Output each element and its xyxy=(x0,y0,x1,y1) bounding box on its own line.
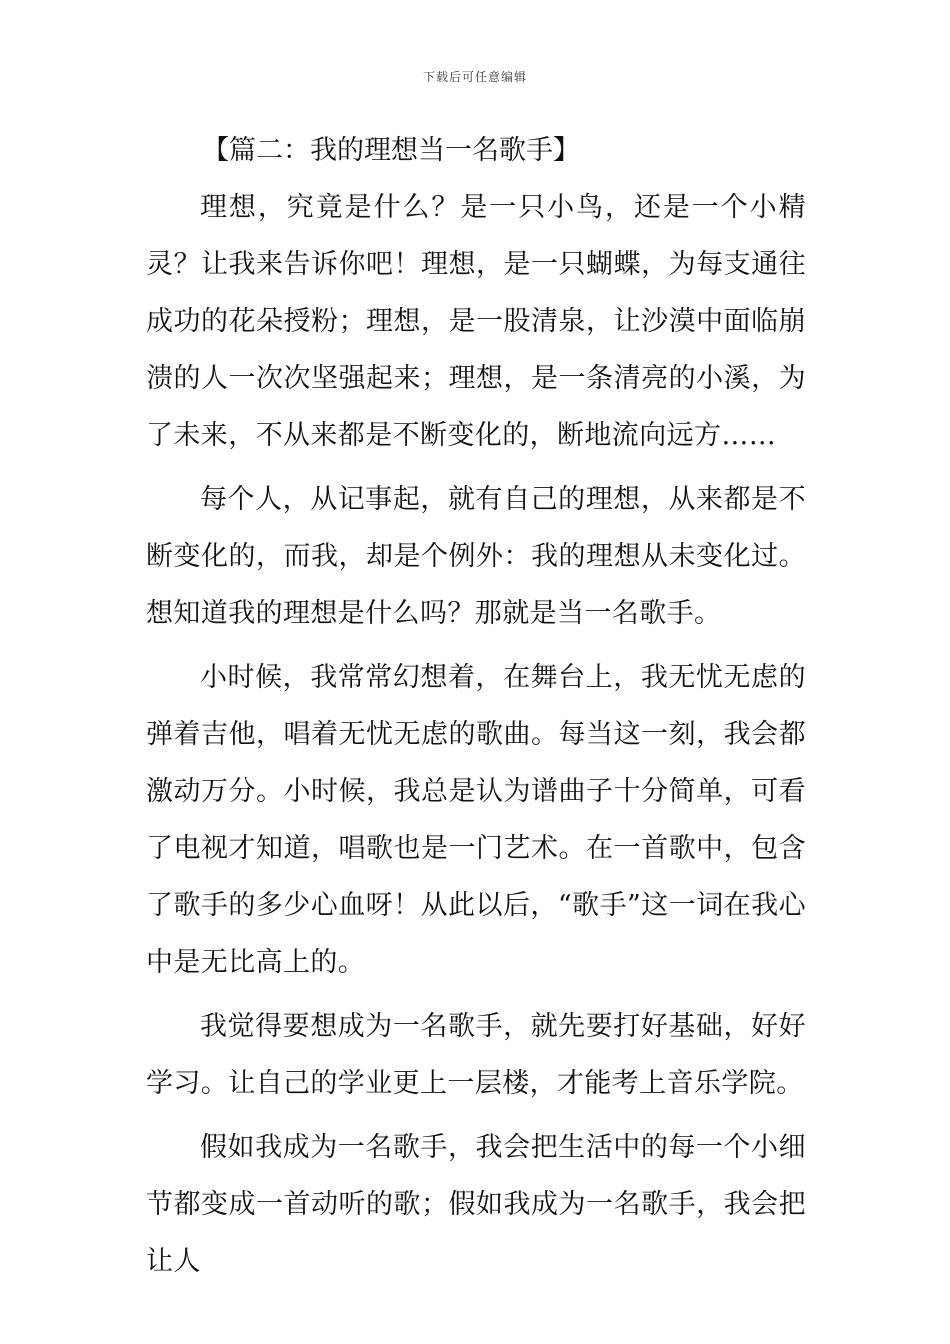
paragraph-childhood-dream: 小时候，我常常幻想着，在舞台上，我无忧无虑的弹着吉他，唱着无忧无虑的歌曲。每当这一刻，我会都激动万分。小时候，我总是认为谱曲子十分简单，可看了电视才知道，唱歌也是一门艺术。在一首歌中，包含了歌手的多少心血呀！从此以后，“歌手”这一词在我心中是无比高上的。 xyxy=(146,662,806,978)
document-body xyxy=(146,127,806,1290)
paragraph-if-singer: 假如我成为一名歌手，我会把生活中的每一个小细节都变成一首动听的歌；假如我成为一名歌手，我会把让人 xyxy=(146,1132,806,1277)
paragraph-unchanging-ideal: 每个人，从记事起，就有自己的理想，从来都是不断变化的，而我，却是个例外：我的理想从未变化过。想知道我的理想是什么吗？那就是当一名歌手。 xyxy=(146,484,806,629)
paragraph-ideal-definition: 理想，究竟是什么？是一只小鸟，还是一个小精灵？让我来告诉你吧！理想，是一只蝴蝶，为每支通往成功的花朵授粉；理想，是一股清泉，让沙漠中面临崩溃的人一次次坚强起来；理想，是一条清亮的小溪，为了未来，不从来都是不断变化的，断地流向远方…… xyxy=(146,192,806,451)
paragraph-study-plan: 我觉得要想成为一名歌手，就先要打好基础，好好学习。让自己的学业更上一层楼，才能考上音乐学院。 xyxy=(146,1011,806,1099)
page-header-note: 下载后可任意编辑 xyxy=(422,70,527,84)
document-title: 【篇二：我的理想当一名歌手】 xyxy=(202,135,580,166)
